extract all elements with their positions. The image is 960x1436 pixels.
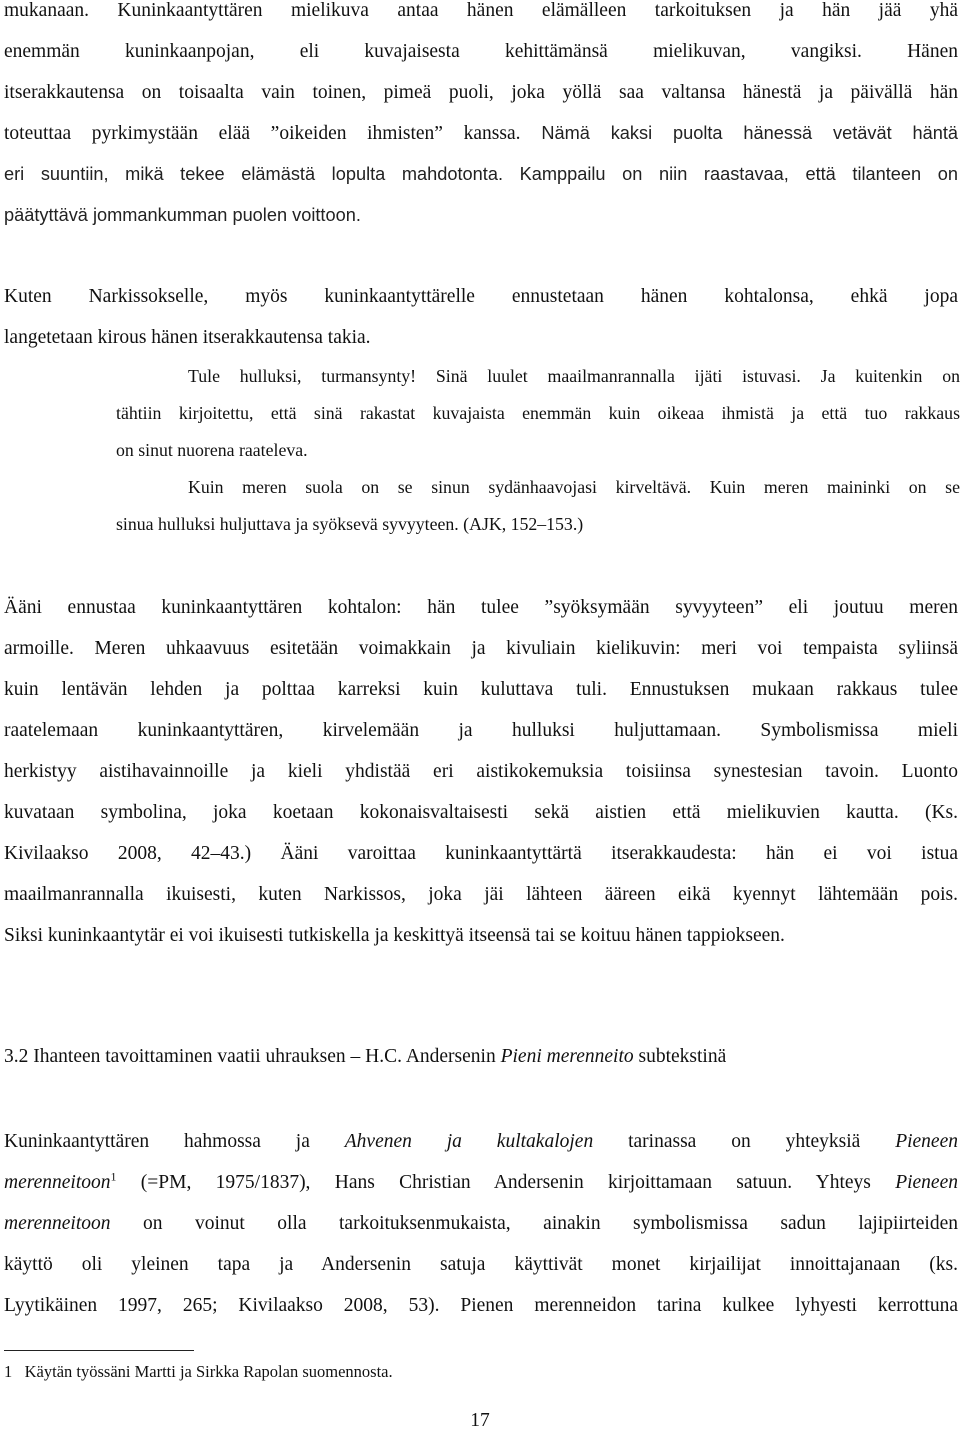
paragraph-line: käyttö oli yleinen tapa ja Andersenin satuja käyttivät monet kirjailijat innoittajanaan (ks.	[4, 1254, 958, 1275]
paragraph-line: Ääni ennustaa kuninkaantyttären kohtalon: hän tulee ”syöksymään syvyyteen” eli joutuu meren	[4, 597, 958, 618]
paragraph-line: merenneitoon on voinut olla tarkoituksenmukaista, ainakin symbolismissa sadun lajipiirteiden	[4, 1213, 958, 1234]
paragraph-line: merenneitoon$^1$ (=PM, 1975/1837), Hans Christian Andersenin kirjoittamaan satuun. Yhteys Pieneen	[4, 1169, 958, 1193]
paragraph-line: eri suuntiin, mikä tekee elämästä lopulta mahdotonta. Kamppailu on niin raastavaa, että tilanteen on	[4, 164, 958, 184]
paragraph-line: langetetaan kirous hänen itserakkautensa takia.	[4, 327, 371, 348]
paragraph-line: Siksi kuninkaantytär ei voi ikuisesti tutkiskella ja keskittyä itseensä tai se koituu hänen tappiokseen.	[4, 925, 785, 946]
paragraph-line: toteuttaa pyrkimystään elää ”oikeiden ihmisten” kanssa. Nämä kaksi puolta hänessä vetävät häntä	[4, 123, 958, 144]
footnote	[4, 1362, 393, 1382]
paragraph-line: itserakkautensa on toisaalta vain toinen, pimeä puoli, joka yöllä saa valtansa hänestä ja päivällä hän	[4, 82, 958, 103]
paragraph-line: kuin lentävän lehden ja polttaa karreksi kuin kuluttava tuli. Ennustuksen mukaan rakkaus tulee	[4, 679, 958, 700]
paragraph-line: armoille. Meren uhkaavuus esitetään voimakkain ja kivuliain kielikuvin: meri voi tempaista syliinsä	[4, 638, 958, 659]
block-quote	[116, 358, 960, 543]
paragraph-line: kuvataan symbolina, joka koetaan kokonaisvaltaisesti sekä aistien että mielikuvien kautta. (Ks.	[4, 802, 958, 823]
paragraph-line: raatelemaan kuninkaantyttären, kirvelemään ja hulluksi huljuttamaan. Symbolismissa mieli	[4, 720, 958, 741]
quote-line: on sinut nuorena raateleva.	[116, 440, 308, 460]
paragraph-line: päätyttävä jommankumman puolen voittoon.	[4, 205, 361, 225]
paragraph-line: maailmanrannalla ikuisesti, kuten Narkissos, joka jäi lähteen ääreen eikä kyennyt lähtemään pois.	[4, 884, 958, 905]
work-title: Pieni merenneito	[500, 1046, 634, 1067]
page-number: 17	[470, 1410, 490, 1431]
paragraph-2	[4, 276, 958, 358]
section-number: 3.2	[4, 1046, 29, 1067]
footnote-divider	[4, 1350, 194, 1351]
paragraph-line: mukanaan. Kuninkaantyttären mielikuva antaa hänen elämälleen tarkoituksen ja hän jää yhä	[4, 0, 958, 21]
footnote-reference: 1	[110, 1169, 117, 1184]
paragraph-line: enemmän kuninkaanpojan, eli kuvajaisesta kehittämänsä mielikuvan, vangiksi. Hänen	[4, 41, 958, 62]
paragraph-line: Kuten Narkissokselle, myös kuninkaantyttärelle ennustetaan hänen kohtalonsa, ehkä jopa	[4, 286, 958, 307]
quote-line: tähtiin kirjoitettu, että sinä rakastat kuvajaista enemmän kuin oikeaa ihmistä ja että tuo rakkaus	[116, 403, 960, 423]
paragraph-line: Kuninkaantyttären hahmossa ja Ahvenen ja kultakalojen tarinassa on yhteyksiä Pieneen	[4, 1131, 958, 1152]
paragraph-4	[4, 1121, 958, 1326]
paragraph-line: Lyytikäinen 1997, 265; Kivilaakso 2008, 53). Pienen merenneidon tarina kulkee lyhyesti kerrottuna	[4, 1295, 958, 1316]
footnote-text: Käytän työssäni Martti ja Sirkka Rapolan suomennosta.	[24, 1362, 393, 1381]
quote-line: Tule hulluksi, turmansynty! Sinä luulet maailmanrannalla ijäti istuvasi. Ja kuitenkin on	[188, 366, 960, 386]
section-heading: 3.2 Ihanteen tavoittaminen vaatii uhrauksen – H.C. Andersenin Pieni merenneito subtekstinä	[4, 1046, 727, 1067]
quote-line: sinua hulluksi huljuttava ja syöksevä syvyyteen. (AJK, 152–153.)	[116, 514, 584, 534]
paragraph-3	[4, 587, 958, 956]
paragraph-1	[4, 0, 958, 236]
footnote-number: 1	[4, 1362, 13, 1381]
paragraph-line: herkistyy aistihavainnoille ja kieli yhdistää eri aistikokemuksia toisiinsa synestesian tavoin. Luonto	[4, 761, 958, 782]
paragraph-line: Kivilaakso 2008, 42–43.) Ääni varoittaa kuninkaantyttärtä itserakkaudesta: hän ei voi istua	[4, 843, 958, 864]
quote-line: Kuin meren suola on se sinun sydänhaavojasi kirveltävä. Kuin meren maininki on se	[188, 477, 960, 497]
